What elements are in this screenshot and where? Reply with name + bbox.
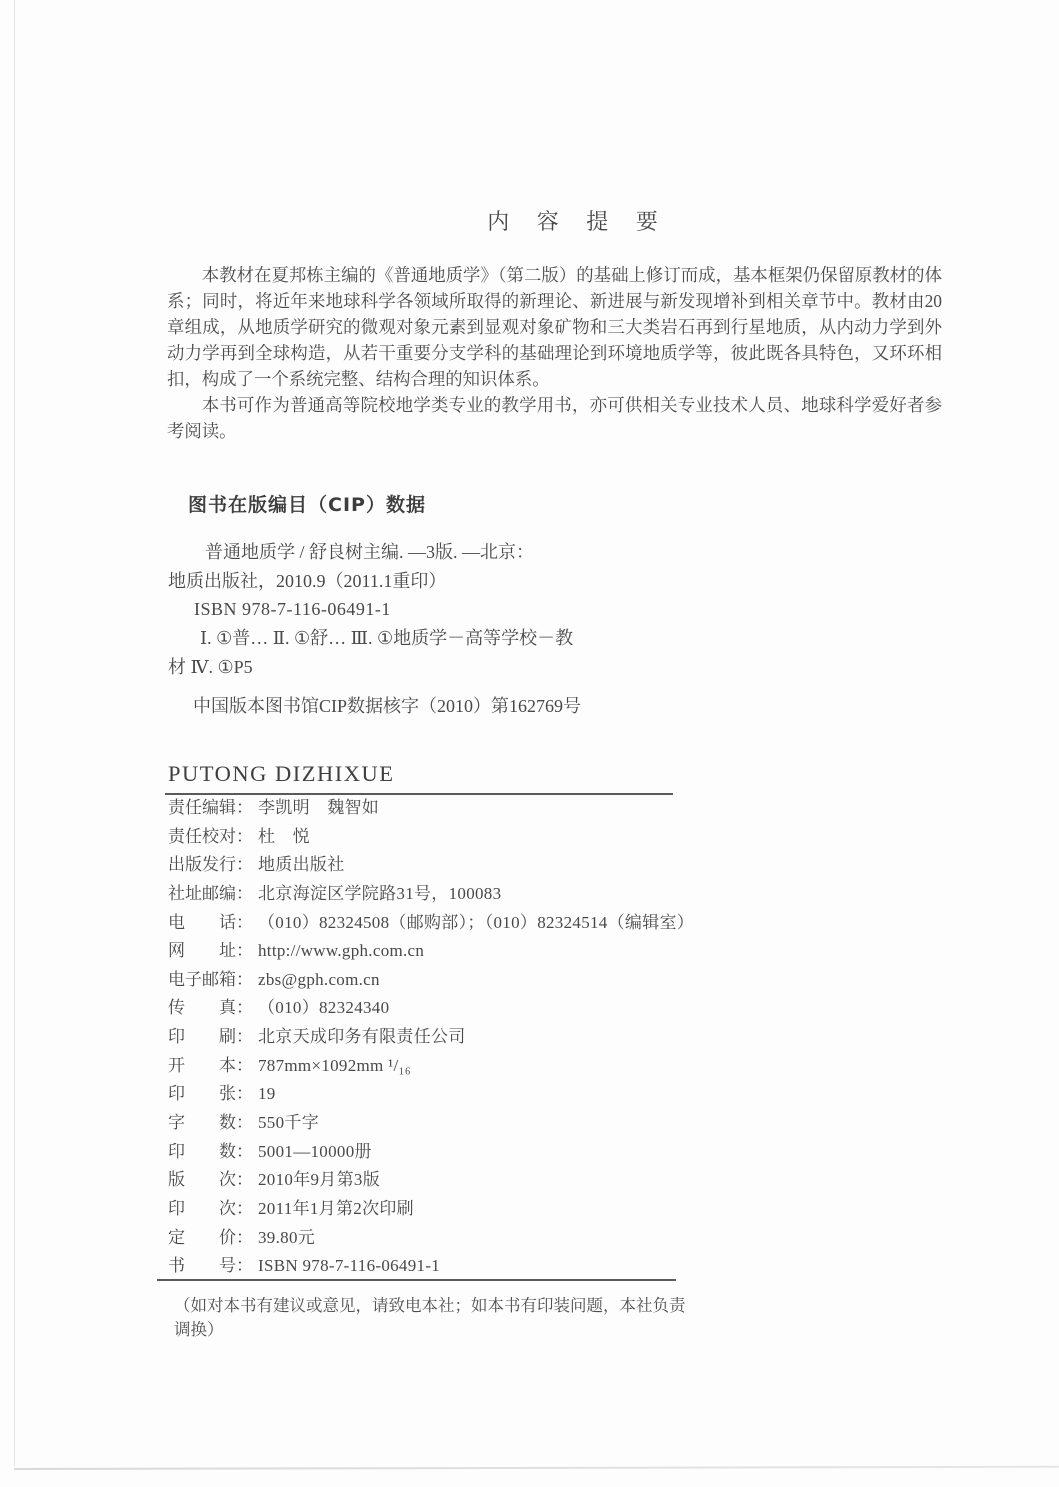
colophon-label: 社址邮编 (168, 883, 236, 903)
colophon-value: http://www.gph.com.cn (258, 941, 425, 961)
colophon-row (168, 969, 728, 998)
colophon-row (168, 883, 728, 912)
colophon-label: 责任校对 (168, 826, 236, 846)
colophon-value: 杜 悦 (258, 826, 310, 846)
colophon-label: 印张 (168, 1084, 236, 1104)
colophon-value: 39.80元 (258, 1227, 316, 1247)
colophon-colon: ： (236, 969, 253, 989)
colophon-value: 北京天成印务有限责任公司 (258, 1027, 466, 1047)
content-summary-title: 内 容 提 要 (487, 209, 663, 234)
colophon-label: 书号 (168, 1256, 236, 1276)
colophon-label: 印次 (168, 1198, 236, 1218)
colophon-value: 550千字 (258, 1113, 319, 1133)
colophon-row (168, 940, 728, 969)
colophon-row (168, 826, 728, 855)
colophon-colon: ： (236, 941, 253, 961)
colophon-value: 19 (258, 1084, 276, 1104)
colophon-label: 出版发行 (168, 855, 236, 875)
colophon-colon: ： (236, 1055, 253, 1075)
colophon-row (168, 912, 728, 941)
colophon-value: （010）82324508（邮购部）；（010）82324514（编辑室） (258, 912, 695, 932)
colophon-label: 定价 (168, 1227, 236, 1247)
colophon-colon: ： (236, 1198, 253, 1218)
colophon-colon: ： (236, 1113, 253, 1133)
summary-paragraph-1: 本教材在夏邦栋主编的《普通地质学》（第二版）的基础上修订而成，基本框架仍保留原教材的体系；同时，将近年来地球科学各领域所取得的新理论、新进展与新发现增补到相关章节中。教材由20章组成，从地质学研究的微观对象元素到显观对象矿物和三大类岩石再到行星地质，从内动力学到外动力学再到全球构造，从若干重要分支学科的基础理论到环境地质学等，彼此既各具特色，又环环相扣，构成了一个系统完整、结构合理的知识体系。 (167, 265, 942, 389)
colophon-row (168, 1141, 728, 1170)
colophon-row (168, 997, 728, 1026)
cip-record-number: 中国版本图书馆CIP数据核字（2010）第162769号 (193, 696, 582, 716)
colophon-colon: ： (236, 998, 253, 1018)
cip-classification-block (168, 624, 768, 681)
colophon-value: 787mm×1092mm ¹/₁₆ (258, 1055, 412, 1075)
scan-edge-bottom (14, 1466, 1059, 1470)
colophon-label: 传真 (168, 998, 236, 1018)
colophon-label: 印数 (168, 1141, 236, 1161)
colophon-label: 网址 (168, 941, 236, 961)
colophon-value: 2010年9月第3版 (258, 1170, 380, 1190)
colophon-row (168, 1026, 728, 1055)
divider-rule-top (165, 793, 673, 795)
colophon-row (168, 1112, 728, 1141)
colophon-colon: ： (236, 1227, 253, 1247)
cip-record-block (168, 538, 768, 624)
colophon-colon: ： (236, 798, 253, 817)
colophon-label: 开本 (168, 1055, 236, 1075)
scan-edge-left (14, 0, 15, 1466)
colophon-colon: ： (236, 1141, 253, 1161)
summary-paragraph-2: 本书可作为普通高等院校地学类专业的教学用书，亦可供相关专业技术人员、地球科学爱好者参考阅读。 (167, 395, 942, 441)
colophon-label: 电子邮箱 (168, 969, 236, 989)
colophon-colon: ： (236, 855, 253, 875)
cip-heading: 图书在版编目（CIP）数据 (188, 494, 426, 516)
colophon-value: 李凯明 魏智如 (258, 798, 380, 817)
colophon-value: 北京海淀区学院路31号，100083 (258, 883, 502, 903)
colophon-row (168, 1227, 728, 1256)
cip-classification-line: Ⅰ. ①普… Ⅱ. ①舒… Ⅲ. ①地质学－高等学校－教 (200, 628, 574, 648)
colophon-row (168, 1055, 728, 1084)
colophon-colon: ： (236, 1256, 253, 1276)
colophon-value: ISBN 978-7-116-06491-1 (258, 1256, 441, 1276)
colophon-value: 5001—10000册 (258, 1141, 372, 1161)
colophon-label: 版次 (168, 1170, 236, 1190)
cip-record-line: 普通地质学 / 舒良树主编. —3版. —北京： (205, 542, 534, 562)
romanized-book-title: PUTONG DIZHIXUE (168, 761, 395, 786)
colophon-colon: ： (236, 912, 253, 932)
colophon-value: zbs@gph.com.cn (258, 969, 380, 989)
divider-rule-bottom (157, 1279, 676, 1281)
cip-record-isbn: ISBN 978-7-116-06491-1 (194, 599, 391, 619)
colophon-colon: ： (236, 1170, 253, 1190)
colophon-label: 印刷 (168, 1027, 236, 1047)
colophon-label: 责任编辑 (168, 798, 236, 817)
colophon-row (168, 1198, 728, 1227)
colophon-value: （010）82324340 (258, 998, 390, 1018)
colophon-label: 电话 (168, 912, 236, 932)
colophon-list (168, 797, 728, 1284)
colophon-row (168, 1169, 728, 1198)
cip-record-line: 地质出版社，2010.9（2011.1重印） (168, 570, 447, 591)
colophon-colon: ： (236, 883, 253, 903)
colophon-row (168, 1083, 728, 1112)
cip-classification-line: 材 Ⅳ. ①P5 (168, 656, 253, 677)
colophon-value: 地质出版社 (258, 855, 345, 875)
colophon-colon: ： (236, 1084, 253, 1104)
colophon-colon: ： (236, 826, 253, 846)
colophon-label: 字数 (168, 1113, 236, 1133)
colophon-value: 2011年1月第2次印刷 (258, 1198, 414, 1218)
content-summary (167, 262, 942, 444)
colophon-row (168, 854, 728, 883)
publisher-note: （如对本书有建议或意见，请致电本社；如本书有印装问题，本社负责调换） (174, 1296, 686, 1339)
colophon-row (168, 797, 728, 826)
colophon-colon: ： (236, 1027, 253, 1047)
